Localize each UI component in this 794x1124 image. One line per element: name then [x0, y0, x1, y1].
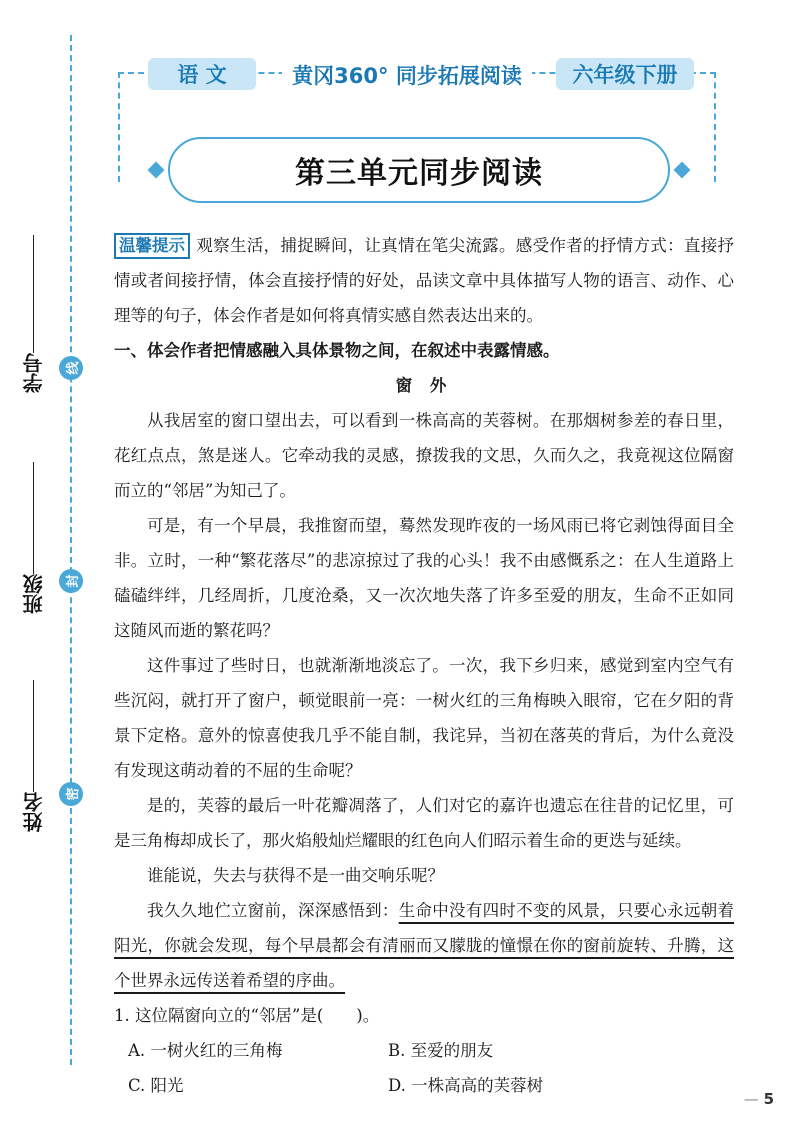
question-1-options: [114, 1033, 734, 1103]
seal-dot-line: 线: [59, 356, 83, 380]
tip-paragraph: [114, 228, 734, 333]
passage-paragraph: 可是，有一个早晨，我推窗而望，蓦然发现昨夜的一场风雨已将它剥蚀得面目全非。立时，一种“繁花落尽”的悲凉掠过了我的心头！我不由感慨系之：在人生道路上磕磕绊绊，几经周折，几度沧桑，又一次次地失落了许多至爱的朋友，生命不正如同这随风而逝的繁花吗？: [114, 516, 734, 640]
passage-paragraph: 是的，芙蓉的最后一叶花瓣凋落了，人们对它的嘉许也遗忘在往昔的记忆里，可是三角梅却成长了，那火焰般灿烂耀眼的红色向人们昭示着生命的更迭与延续。: [114, 796, 734, 850]
binding-dashed-line: [70, 35, 72, 1065]
grade-badge: 六年级下册: [556, 58, 694, 90]
passage-paragraph: 这件事过了些时日，也就渐渐地淡忘了。一次，我下乡归来，感觉到室内空气有些沉闷，就打开了窗户，顿觉眼前一亮：一树火红的三角梅映入眼帘，它在夕阳的背景下定格。意外的惊喜使我几乎不能自制，我诧异，当初在落英的背后，为什么竟没有发现这萌动着的不屈的生命呢？: [114, 656, 734, 780]
class-blank: [33, 462, 34, 574]
name-label: 姓名: [21, 792, 46, 832]
unit-title-banner: [168, 137, 670, 203]
option-d[interactable]: D. 一株高高的芙蓉树: [388, 1076, 544, 1095]
student-id-label: 学号: [21, 353, 46, 393]
option-a[interactable]: A. 一树火红的三角梅: [128, 1041, 283, 1060]
class-label: 班级: [21, 574, 46, 614]
student-id-blank: [33, 235, 34, 353]
series-title: 黄冈360° 同步拓展阅读: [282, 60, 532, 90]
passage-title: 窗 外: [395, 376, 453, 395]
question-1: 1. 这位隔窗向立的“邻居”是( )。: [114, 1006, 380, 1025]
passage-paragraph: 从我居室的窗口望出去，可以看到一株高高的芙蓉树。在那烟树参差的春日里，花红点点，煞是迷人。它牵动我的灵感，撩拨我的文思，久而久之，我竟视这位隔窗而立的“邻居”为知己了。: [114, 411, 734, 500]
option-c[interactable]: C. 阳光: [128, 1076, 184, 1095]
unit-title: 第三单元同步阅读: [295, 156, 543, 191]
tip-text: 观察生活，捕捉瞬间，让真情在笔尖流露。感受作者的抒情方式：直接抒情或者间接抒情，体会直接抒情的好处，品读文章中具体描写人物的语言、动作、心理等的句子，体会作者是如何将真情实感自然表达出来的。: [114, 236, 734, 325]
seal-dot-secret: 密: [59, 782, 83, 806]
page-content: [114, 228, 734, 1103]
student-id-field: [18, 235, 48, 393]
option-b[interactable]: B. 至爱的朋友: [388, 1041, 494, 1060]
underlined-sentence: 生命中没有四时不变的风景，只要心永远朝着阳光，你就会发现，每个早晨都会有清丽而又朦胧的憧憬在你的窗前旋转、升腾，这个世界永远传送着希望的序曲。: [114, 901, 735, 990]
passage-paragraph: 谁能说，失去与获得不是一曲交响乐呢？: [147, 866, 444, 885]
page-number: — 5: [744, 1090, 774, 1108]
name-blank: [33, 680, 34, 792]
class-field: [18, 462, 48, 614]
subject-badge: 语 文: [148, 58, 256, 90]
seal-dot-seal: 封: [59, 569, 83, 593]
final-paragraph-lead: 我久久地伫立窗前，深深感悟到：: [147, 901, 399, 920]
section-heading: 一、体会作者把情感融入具体景物之间，在叙述中表露情感。: [114, 341, 560, 360]
name-field: [18, 680, 48, 832]
passage-final-paragraph: [114, 893, 734, 998]
tip-label: 温馨提示: [114, 233, 190, 259]
